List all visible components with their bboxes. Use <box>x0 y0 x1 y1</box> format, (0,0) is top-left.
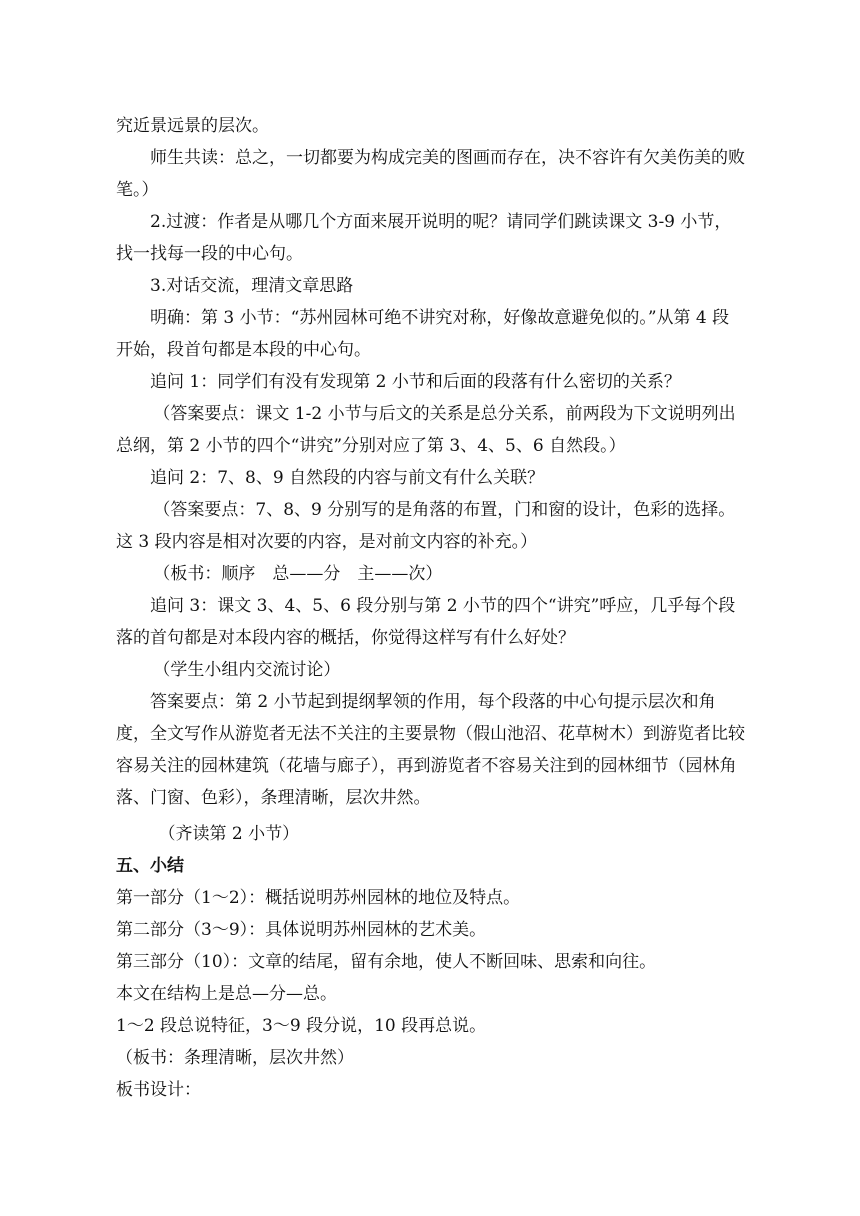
summary-line-structure: 本文在结构上是总—分—总。 <box>116 984 337 1004</box>
section-heading-summary: 五、小结 <box>116 856 184 876</box>
paragraph-transition: 2.过渡：作者是从哪几个方面来展开说明的呢？请同学们跳读课文 3-9 小节，找一找每一段的中心句。 <box>116 212 732 264</box>
summary-line-board-design: 板书设计： <box>116 1080 201 1100</box>
summary-line-part-2: 第二部分（3～9）：具体说明苏州园林的艺术美。 <box>116 920 487 940</box>
summary-line-board: （板书：条理清晰，层次井然） <box>116 1048 354 1068</box>
summary-line-part-1: 第一部分（1～2）：概括说明苏州园林的地位及特点。 <box>116 888 521 908</box>
paragraph-group-discussion: （学生小组内交流讨论） <box>153 660 341 680</box>
summary-line-breakdown: 1～2 段总说特征，3～9 段分说，10 段再总说。 <box>116 1016 487 1036</box>
paragraph-answer-3: 答案要点：第 2 小节起到提纲挈领的作用，每个段落的中心句提示层次和角度，全文写作从游览者无法不关注的主要景物（假山池沼、花草树木）到游览者比较容易关注的园林建筑（花墙与廊子），再到游览者不容易关注到的园林细节（园林角落、门窗、色彩），条理清晰，层次井然。 <box>116 692 745 808</box>
paragraph-question-2: 追问 2：7、8、9 自然段的内容与前文有什么关联？ <box>150 468 545 488</box>
paragraph-answer-1: （答案要点：课文 1-2 小节与后文的关系是总分关系，前两段为下文说明列出总纲，第 2 小节的四个“讲究”分别对应了第 3、4、5、6 自然段。） <box>116 404 736 456</box>
document-body <box>116 110 746 1106</box>
paragraph-answer-2: （答案要点：7、8、9 分别写的是角落的布置，门和窗的设计，色彩的选择。这 3 段内容是相对次要的内容，是对前文内容的补充。） <box>116 500 736 552</box>
paragraph-question-1: 追问 1：同学们有没有发现第 2 小节和后面的段落有什么密切的关系？ <box>150 372 681 392</box>
paragraph-dialogue-title: 3.对话交流，理清文章思路 <box>150 276 354 296</box>
paragraph-continuation: 究近景远景的层次。 <box>116 116 269 136</box>
paragraph-shared-reading: 师生共读：总之，一切都要为构成完美的图画而存在，决不容许有欠美伤美的败笔。） <box>116 148 745 200</box>
paragraph-board-note: （板书：顺序 总——分 主——次） <box>153 564 443 584</box>
paragraph-question-3: 追问 3：课文 3、4、5、6 段分别与第 2 小节的四个“讲究”呼应，几乎每个段落的首句都是对本段内容的概括，你觉得这样写有什么好处？ <box>116 596 736 648</box>
summary-line-part-3: 第三部分（10）：文章的结尾，留有余地，使人不断回味、思索和向往。 <box>116 952 657 972</box>
paragraph-clarify: 明确：第 3 小节：“苏州园林可绝不讲究对称，好像故意避免似的。”从第 4 段开始，段首句都是本段的中心句。 <box>116 308 730 360</box>
paragraph-read-aloud: （齐读第 2 小节） <box>158 824 300 844</box>
